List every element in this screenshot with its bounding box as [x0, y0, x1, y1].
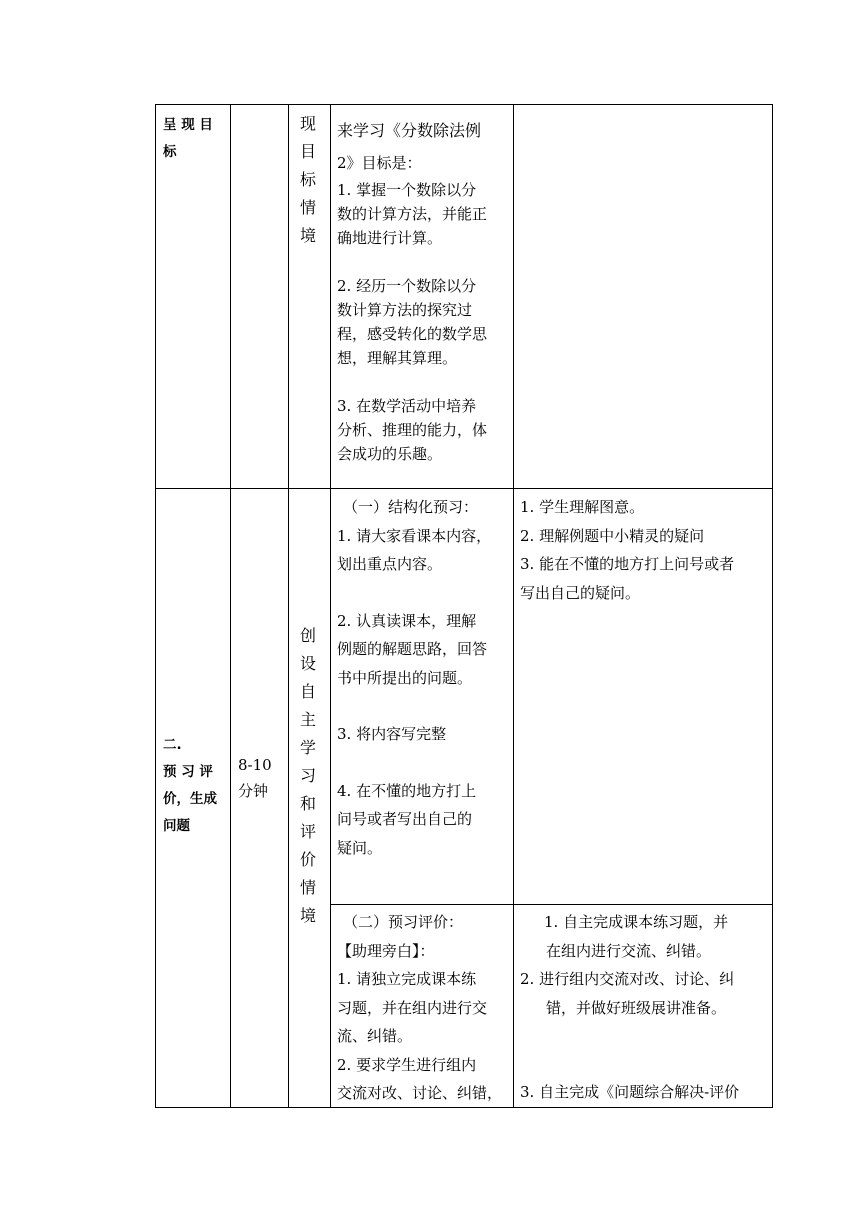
char: 评	[299, 822, 316, 841]
text-line: 2. 要求学生进行组内	[337, 1055, 477, 1074]
stage-name-preview-evaluate	[163, 732, 227, 840]
text-line: 1. 请独立完成课本练	[337, 970, 477, 988]
text-line: 错，并做好班级展讲准备。	[546, 998, 727, 1017]
column-divider-2	[288, 104, 289, 1108]
text-line: 2. 认真读课本，理解	[337, 611, 477, 630]
text-line: 3. 自主完成《问题综合解决-评价	[520, 1083, 740, 1101]
text-line: 问题	[163, 818, 190, 834]
text-line: 流、纠错。	[337, 1027, 413, 1045]
text-line: 3. 将内容写完整	[337, 725, 447, 743]
situation-label-self-study	[296, 622, 320, 930]
text-line: 1. 请大家看课本内容，	[337, 526, 492, 545]
char: 价	[299, 850, 316, 869]
table-top-border	[155, 104, 773, 105]
student-activity-preview-evaluation	[520, 908, 770, 1107]
char: 情	[299, 878, 316, 897]
text-line: 想，理解其算理。	[337, 349, 458, 367]
text-line: 问号或者写出自己的	[337, 810, 473, 828]
learning-goals-cell	[337, 114, 509, 466]
text-line: 数计算方法的探究过	[337, 301, 473, 319]
char: 境	[299, 226, 316, 245]
text-line: 1. 自主完成课本练习题，并	[544, 913, 729, 931]
char: 标	[299, 170, 316, 189]
text-line: 【助理旁白】：	[337, 941, 435, 960]
text-line: 二.	[163, 737, 182, 753]
inner-row-divider	[330, 904, 773, 905]
text-line: 写出自己的疑问。	[520, 583, 641, 602]
text-line: 2. 理解例题中小精灵的疑问	[520, 526, 705, 545]
text-line: 8-10	[238, 756, 272, 774]
text-line: 标	[163, 144, 177, 160]
text-line: 1. 掌握一个数除以分	[337, 181, 477, 199]
column-divider-1	[230, 104, 231, 1108]
column-divider-4	[513, 104, 514, 1108]
text-line: 数的计算方法，并能正	[337, 205, 488, 223]
stage-name-present-goals	[163, 112, 227, 166]
char: 目	[299, 142, 316, 161]
text-line: 在组内进行交流、纠错。	[546, 941, 712, 960]
text-line: （一）结构化预习：	[343, 498, 479, 516]
table-right-border	[772, 104, 773, 1108]
text-line: 1. 学生理解图意。	[520, 498, 645, 516]
text-line: 分析、推理的能力，体	[337, 421, 488, 439]
char: 自	[299, 682, 316, 701]
text-line: 程，感受转化的数学思	[337, 325, 488, 343]
text-line: 2. 经历一个数除以分	[337, 277, 477, 295]
text-line: 确地进行计算。	[337, 229, 443, 247]
situation-label-present-goals	[296, 110, 320, 250]
text-line: （二）预习评价：	[343, 913, 464, 931]
text-line: 价，生成	[163, 791, 217, 807]
column-divider-3	[330, 104, 331, 1108]
text-line: 分钟	[238, 782, 269, 800]
text-line: 疑问。	[337, 838, 383, 857]
student-activity-structured-preview	[520, 493, 770, 607]
text-line: 来学习《分数除法例	[337, 121, 482, 140]
text-line: 划出重点内容。	[337, 555, 443, 573]
time-duration	[238, 752, 288, 804]
text-line: 预 习 评	[163, 764, 213, 780]
text-line: 交流对改、讨论、纠错，	[337, 1084, 503, 1102]
text-line: 4. 在不懂的地方打上	[337, 781, 477, 800]
text-line: 2. 进行组内交流对改、讨论、纠	[520, 970, 735, 988]
text-line: 呈 现 目	[163, 117, 213, 133]
text-line: 3. 能在不懂的地方打上问号或者	[520, 555, 735, 573]
char: 境	[299, 906, 316, 925]
char: 和	[299, 794, 316, 813]
text-line: 2》目标是：	[337, 154, 422, 172]
text-line: 3. 在数学活动中培养	[337, 397, 477, 415]
char: 主	[299, 710, 316, 729]
char: 现	[299, 114, 316, 133]
teacher-activity-preview-evaluation	[337, 908, 509, 1108]
char: 设	[299, 654, 316, 673]
text-line: 习题，并在组内进行交	[337, 998, 488, 1017]
char: 学	[299, 738, 316, 757]
text-line: 例题的解题思路，回答	[337, 640, 488, 658]
teacher-activity-structured-preview	[337, 493, 509, 862]
table-left-border	[155, 104, 156, 1108]
char: 创	[299, 626, 316, 645]
char: 习	[299, 766, 316, 785]
row-divider	[155, 488, 773, 489]
char: 情	[299, 198, 316, 217]
text-line: 会成功的乐趣。	[337, 445, 443, 463]
text-line: 书中所提出的问题。	[337, 668, 473, 687]
